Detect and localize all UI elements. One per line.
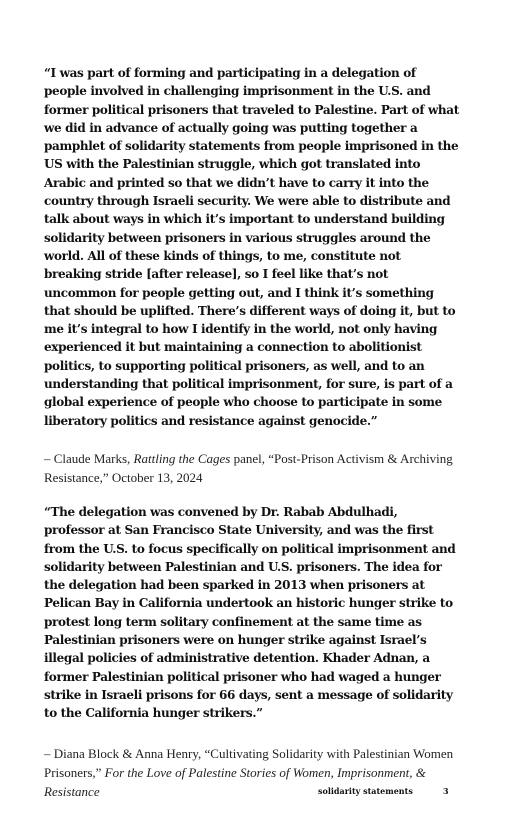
page-content bbox=[44, 64, 460, 801]
attribution-italic-title: Rattling the Cages bbox=[133, 450, 231, 466]
page-number: 3 bbox=[443, 786, 449, 796]
attribution-claude-marks bbox=[44, 449, 460, 487]
attribution-italic-title: For the Love of Palestine Stories of Women, Imprisonment, & Resistance bbox=[44, 764, 426, 799]
footer-section-title: solidarity statements bbox=[318, 786, 413, 796]
quote-claude-marks: “I was part of forming and participating in a delegation of people involved in challenging imprisonment in the U.S. and former political prisoners that traveled to Palestine. Part of what we did in advance of actually going was putting together a pamphlet of solidarity statements from people imprisoned in the US with the Palestinian struggle, which got translated into Arabic and printed so that we didn’t have to carry it into the country through Israeli security. We were able to distribute and talk about ways in which it’s important to understand building solidarity between prisoners in various struggles around the world. All of these kinds of things, to me, constitute not breaking stride [after release], so I feel like that’s not uncommon for people getting out, and I think it’s something that should be uplifted. There’s different ways of doing it, but to me it’s integral to how I identify in the world, not only having experienced it but maintaining a connection to abolitionist politics, to supporting political prisoners, as well, and to an understanding that political imprisonment, for sure, is part of a global experience of people who choose to participate in some liberatory politics and resistance against genocide.” bbox=[44, 66, 459, 428]
attribution-prefix: – Claude Marks, bbox=[44, 450, 134, 466]
attribution-suffix: panel, “Post-Prison Activism & Archiving Resistance,” October 13, 2024 bbox=[44, 450, 453, 485]
attribution-prefix: – Diana Block & Anna Henry, “Cultivating Solidarity with Palestinian Women Prisoners,” bbox=[44, 745, 454, 780]
quote-delegation: “The delegation was convened by Dr. Rabab Abdulhadi, professor at San Francisco State University, and was the first from the U.S. to focus specifically on political imprisonment and solidarity between Palestinian and U.S. prisoners. The idea for the delegation had been sparked in 2013 when prisoners at Pelican Bay in California undertook an historic hunger strike to protest long term solitary confinement at the same time as Palestinian prisoners were on hunger strike against Israel’s illegal policies of administrative detention. Khader Adnan, a former Palestinian political prisoner who had waged a hunger strike in Israeli prisons for 66 days, sent a message of solidarity to the California hunger strikers.” bbox=[44, 504, 456, 721]
